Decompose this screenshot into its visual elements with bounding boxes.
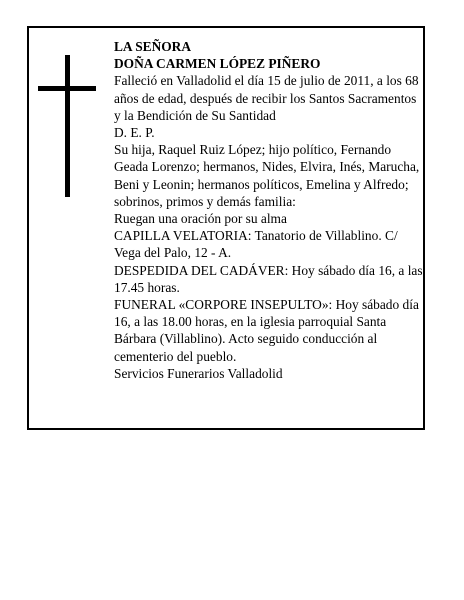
family-list: Su hija, Raquel Ruiz López; hijo político, Fernando Geada Lorenzo; hermanos, Nides, Elvira, Inés, Marucha, Beni y Leonin; hermanos políticos, Emelina y Alfredo; sobrinos, primos y demás familia:	[114, 142, 420, 209]
deceased-name: DOÑA CARMEN LÓPEZ PIÑERO	[114, 56, 321, 72]
notice-title: LA SEÑORA	[114, 39, 192, 54]
rest-in-peace: D. E. P.	[114, 125, 155, 141]
wake-location: CAPILLA VELATORIA: Tanatorio de Villablino. C/ Vega del Palo, 12 - A.	[114, 228, 398, 261]
death-announcement: Falleció en Valladolid el día 15 de julio de 2011, a los 68 años de edad, después de recibir los Santos Sacramentos y la Bendición de Su Santidad	[114, 73, 419, 123]
prayer-request: Ruegan una oración por su alma	[114, 211, 287, 227]
cross-horizontal-bar	[38, 86, 96, 91]
notice-text-block	[114, 38, 426, 382]
funeral-details: FUNERAL «CORPORE INSEPULTO»: Hoy sábado día 16, a las 18.00 horas, en la iglesia parroquial Santa Bárbara (Villablino). Acto seguido conducción al cementerio del pueblo.	[114, 297, 419, 364]
farewell-time: DESPEDIDA DEL CADÁVER: Hoy sábado día 16, a las 17.45 horas.	[114, 262, 423, 295]
cross-vertical-bar	[65, 55, 70, 197]
cross-icon	[38, 55, 96, 197]
funeral-services-provider: Servicios Funerarios Valladolid	[114, 365, 283, 381]
